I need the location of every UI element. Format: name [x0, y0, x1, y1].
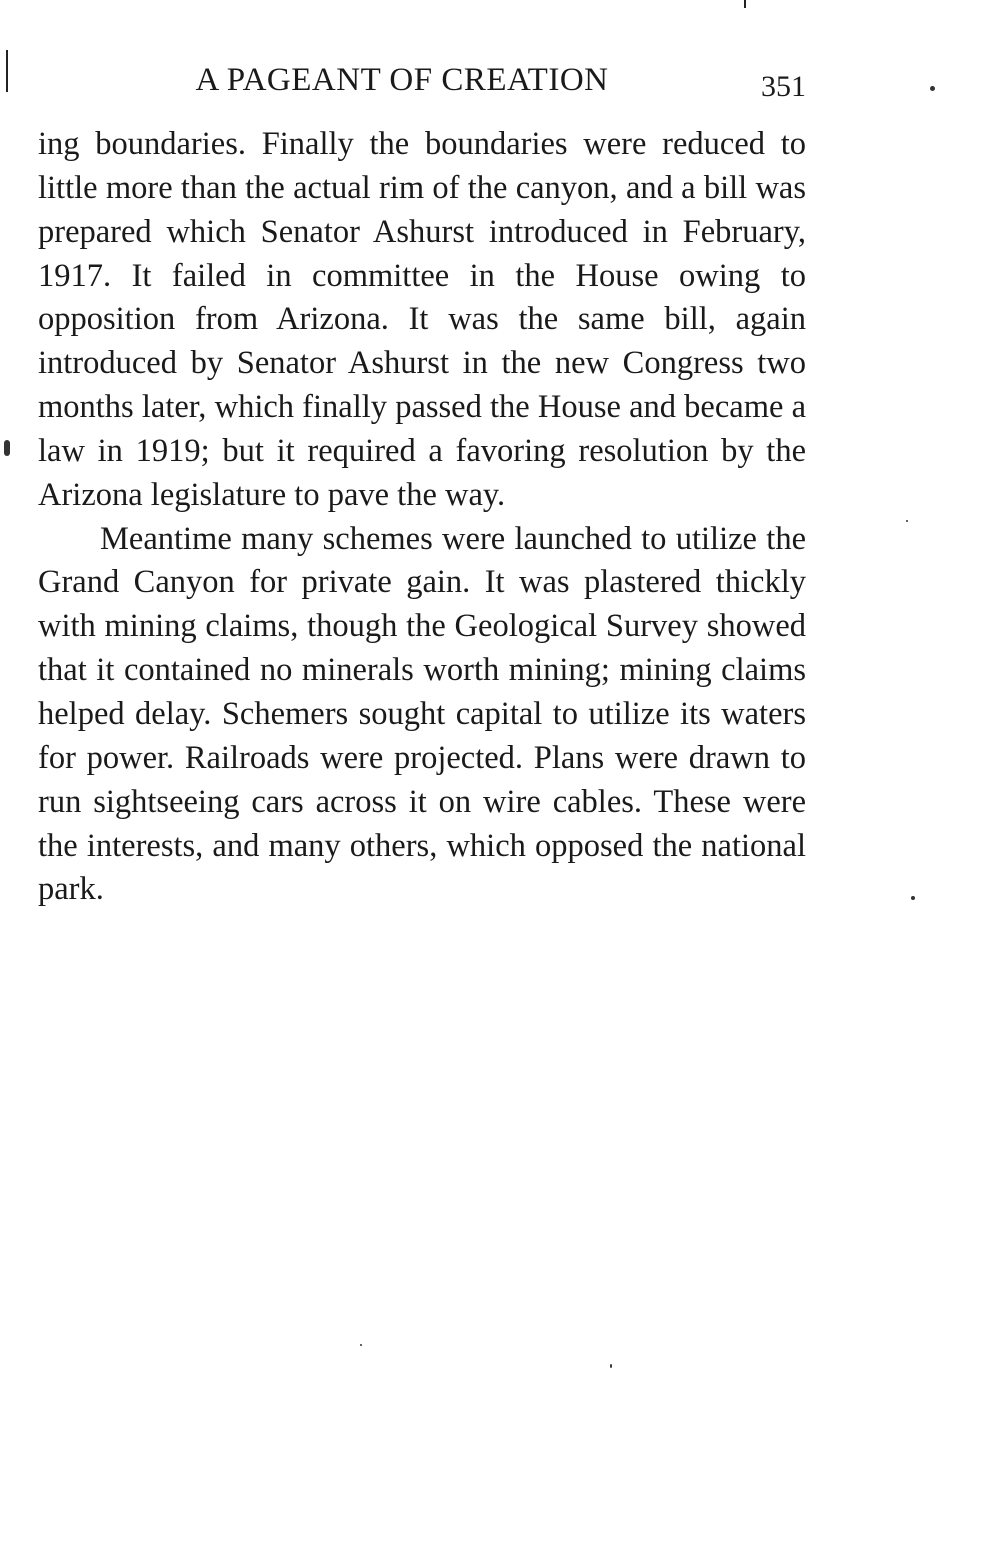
page-number: 351	[761, 70, 806, 103]
scan-speck	[360, 1344, 362, 1346]
running-head	[38, 62, 806, 106]
scan-speck	[906, 520, 908, 522]
left-edge-mark	[6, 50, 8, 92]
scan-speck	[930, 86, 935, 91]
top-edge-mark	[744, 0, 746, 8]
running-title: A PAGEANT OF CREATION	[195, 62, 609, 98]
paragraph: Meantime many schemes were launched to utilize the Grand Canyon for private gain. It was plastered thickly with mining claims, though the Geological Survey showed that it contained no minerals worth mining; mining claims helped delay. Schemers sought capital to utilize its waters for power. Railroads were projected. Plans were drawn to run sightseeing cars across it on wire cables. These were the interests, and many others, which opposed the national park.	[38, 520, 806, 908]
paragraph: ing boundaries. Finally the boundaries were reduced to little more than the actual rim of the canyon, and a bill was prepared which Senator Ashurst introduced in February, 1917. It failed in committee in the House owing to opposition from Arizona. It was the same bill, again introduced by Senator Ashurst in the new Congress two months later, which finally passed the House and became a law in 1919; but it required a favoring resolution by the Arizona legislature to pave the way.	[38, 126, 806, 513]
scan-speck	[911, 896, 915, 900]
scan-speck	[4, 440, 10, 456]
scan-speck	[610, 1364, 612, 1368]
body-text	[38, 123, 806, 912]
